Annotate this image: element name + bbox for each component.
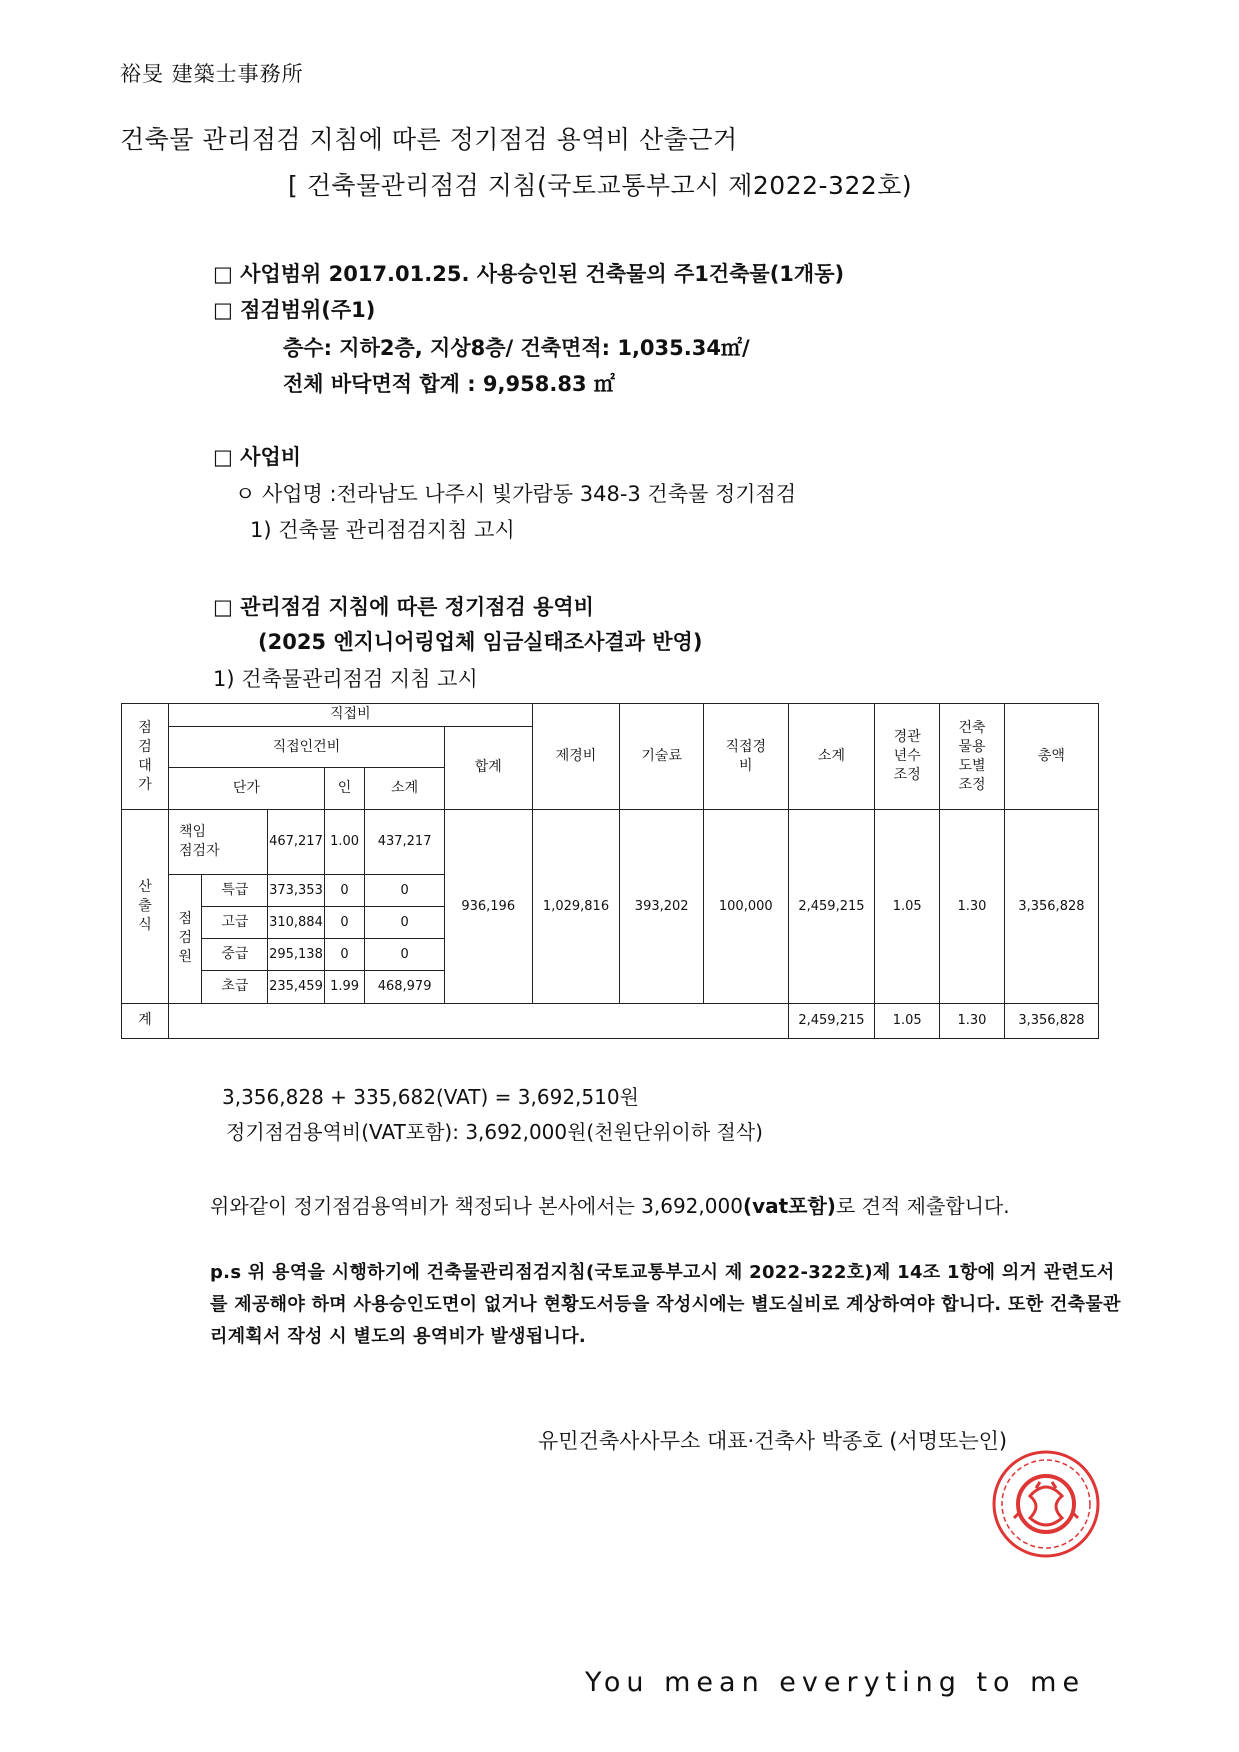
conclusion-prefix: 위와같이 정기점검용역비가 책정되나 본사에서는 3,692,000 <box>210 1194 743 1218</box>
fee-notice: 1) 건축물관리점검 지침 고시 <box>213 667 478 691</box>
fee-calculation-table <box>121 703 1099 1039</box>
total-row-total: 3,356,828 <box>1004 1003 1098 1038</box>
signature-line: 유민건축사사무소 대표·건축사 박종호 (서명또는인) <box>538 1429 1008 1453</box>
persons-cell: 0 <box>324 906 365 938</box>
cost-heading: □ 사업비 <box>213 445 302 469</box>
direct-expense-header: 직접경 비 <box>703 704 788 810</box>
total-row-elapsed: 1.05 <box>875 1003 940 1038</box>
total-row-blank <box>169 1003 789 1038</box>
document-subtitle: [ 건축물관리점검 지침(국토교통부고시 제2022-322호) <box>288 171 913 200</box>
document-title: 건축물 관리점검 지침에 따른 정기점검 용역비 산출근거 <box>120 125 738 154</box>
unit-price-cell: 310,884 <box>268 906 324 938</box>
labor-subtotal-cell: 437,217 <box>365 810 444 874</box>
unit-price-cell: 235,459 <box>268 971 324 1003</box>
conclusion-suffix: 로 견적 제출합니다. <box>835 1194 1010 1218</box>
notice-line: 1) 건축물 관리점검지침 고시 <box>250 518 515 542</box>
fee-note: (2025 엔지니어링업체 임금실태조사결과 반영) <box>258 630 703 654</box>
grade-intermediate: 중급 <box>202 939 268 971</box>
subtotal-cell: 2,459,215 <box>788 810 875 1003</box>
sum-cell: 936,196 <box>444 810 532 1003</box>
grade-special: 특급 <box>202 874 268 906</box>
grade-beginner: 초급 <box>202 971 268 1003</box>
labor-subtotal-header: 소계 <box>365 768 444 810</box>
fee-heading: □ 관리점검 지침에 따른 정기점검 용역비 <box>213 595 594 619</box>
final-fee-line: 정기점검용역비(VAT포함): 3,692,000원(천원단위이하 절삭) <box>226 1120 763 1144</box>
total-floor-area: 전체 바닥면적 합계 : 9,958.83 ㎡ <box>283 372 615 396</box>
total-header: 총액 <box>1004 704 1098 810</box>
formula-label: 산 출 식 <box>122 810 169 1003</box>
unit-price-header: 단가 <box>169 768 325 810</box>
grade-advanced: 고급 <box>202 906 268 938</box>
unit-price-cell: 295,138 <box>268 939 324 971</box>
direct-cost-header: 직접비 <box>169 704 533 727</box>
conclusion-line <box>210 1190 1010 1219</box>
office-header: 裕旻 建築士事務所 <box>120 62 304 86</box>
overhead-cell: 1,029,816 <box>532 810 620 1003</box>
total-row-subtotal: 2,459,215 <box>788 1003 875 1038</box>
persons-cell: 0 <box>324 939 365 971</box>
subtotal-header: 소계 <box>788 704 875 810</box>
labor-subtotal-cell: 0 <box>365 906 444 938</box>
vat-calculation: 3,356,828 + 335,682(VAT) = 3,692,510원 <box>222 1085 639 1109</box>
unit-price-cell: 373,353 <box>268 874 324 906</box>
inspection-range: □ 점검범위(주1) <box>213 298 376 322</box>
official-seal-icon <box>990 1448 1102 1560</box>
usage-adjust-cell: 1.30 <box>940 810 1005 1003</box>
direct-labor-header: 직접인건비 <box>169 726 445 768</box>
motto-text: You mean everyting to me <box>585 1667 1086 1698</box>
usage-adjust-header: 건축 물용 도별 조정 <box>940 704 1005 810</box>
persons-header: 인 <box>324 768 365 810</box>
total-cell: 3,356,828 <box>1004 810 1098 1003</box>
labor-subtotal-cell: 468,979 <box>365 971 444 1003</box>
tech-fee-header: 기술료 <box>620 704 704 810</box>
persons-cell: 1.99 <box>324 971 365 1003</box>
conclusion-vat: (vat포함) <box>742 1194 836 1218</box>
overhead-header: 제경비 <box>532 704 620 810</box>
category-header: 점 검 대 가 <box>122 704 169 810</box>
total-row-label: 계 <box>122 1003 169 1038</box>
elapsed-years-header: 경관 년수 조정 <box>875 704 940 810</box>
direct-expense-cell: 100,000 <box>703 810 788 1003</box>
project-name: ㅇ 사업명 :전라남도 나주시 빛가람동 348-3 건축물 정기점검 <box>235 482 797 506</box>
tech-fee-cell: 393,202 <box>620 810 704 1003</box>
floor-info: 층수: 지하2층, 지상8층/ 건축면적: 1,035.34㎡/ <box>283 336 750 360</box>
labor-subtotal-cell: 0 <box>365 939 444 971</box>
sum-header: 합계 <box>444 726 532 810</box>
elapsed-years-cell: 1.05 <box>875 810 940 1003</box>
persons-cell: 1.00 <box>324 810 365 874</box>
postscript-note: p.s 위 용역을 시행하기에 건축물관리점검지침(국토교통부고시 제 2022-322호)제 14조 1항에 의거 관련도서를 제공해야 하며 사용승인도면이 없거나 현황도서등을 작성시에는 별도실비로 계상하여야 합니다. 또한 건축물관리계획서 작성 시 별도의 용역비가 발생됩니다. <box>210 1262 1121 1347</box>
total-row-usage: 1.30 <box>940 1003 1005 1038</box>
labor-subtotal-cell: 0 <box>365 874 444 906</box>
inspector-group-label: 점 검 원 <box>169 874 202 1003</box>
grade-chief-inspector: 책임 점검자 <box>169 810 268 874</box>
persons-cell: 0 <box>324 874 365 906</box>
business-range: □ 사업범위 2017.01.25. 사용승인된 건축물의 주1건축물(1개동) <box>213 262 845 286</box>
unit-price-cell: 467,217 <box>268 810 324 874</box>
